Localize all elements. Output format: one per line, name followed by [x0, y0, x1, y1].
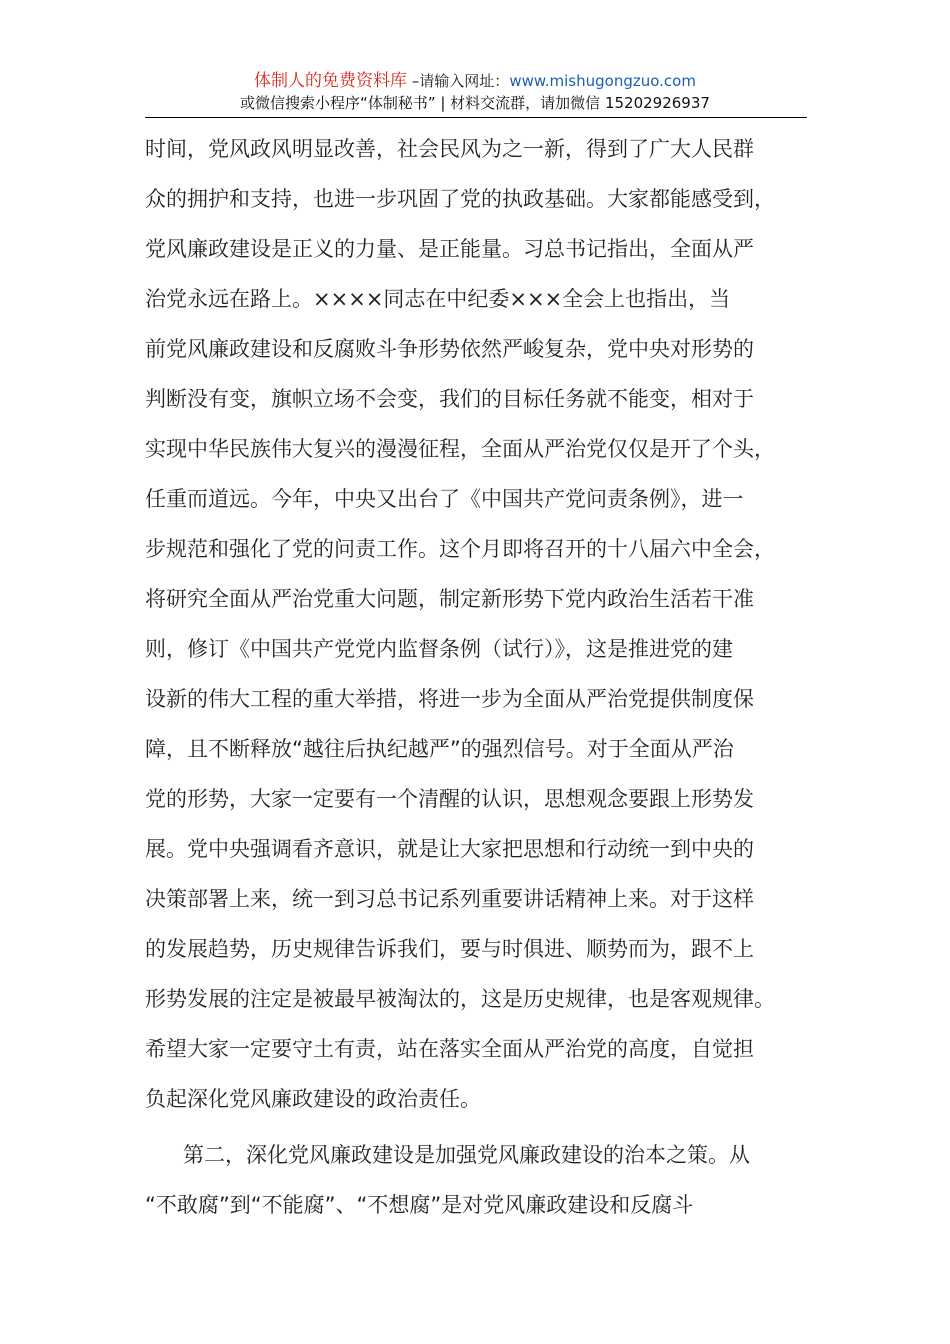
paragraph-2: [145, 1130, 807, 1230]
text-line: 将研究全面从严治党重大问题，制定新形势下党内政治生活若干准: [145, 587, 754, 611]
header-line-1: [145, 70, 805, 92]
text-line: 的发展趋势，历史规律告诉我们，要与时俱进、顺势而为，跟不上: [145, 937, 754, 961]
page-header: [145, 70, 805, 114]
paragraph-1: [145, 124, 807, 1124]
text-line: 治党永远在路上。××××同志在中纪委×××全会上也指出，当: [145, 287, 731, 311]
text-line: 展。党中央强调看齐意识，就是让大家把思想和行动统一到中央的: [145, 837, 754, 861]
text-line: 决策部署上来，统一到习总书记系列重要讲话精神上来。对于这样: [145, 887, 754, 911]
text-line: 判断没有变，旗帜立场不会变，我们的目标任务就不能变，相对于: [145, 387, 754, 411]
text-line: 前党风廉政建设和反腐败斗争形势依然严峻复杂，党中央对形势的: [145, 337, 754, 361]
header-divider: [145, 117, 807, 118]
text-line: 党风廉政建设是正义的力量、是正能量。习总书记指出，全面从严: [145, 237, 754, 261]
text-line: 实现中华民族伟大复兴的漫漫征程，全面从严治党仅仅是开了个头，: [145, 437, 775, 461]
text-line: “不敢腐”到“不能腐”、“不想腐”是对党风廉政建设和反腐斗: [145, 1193, 694, 1217]
url-prompt: –请输入网址：: [407, 72, 510, 90]
site-name: 体制人的免费资料库: [254, 71, 408, 91]
text-line: 步规范和强化了党的问责工作。这个月即将召开的十八届六中全会，: [145, 537, 775, 561]
text-line: 希望大家一定要守土有责，站在落实全面从严治党的高度，自觉担: [145, 1037, 754, 1061]
header-line-2: 或微信搜索小程序“体制秘书” | 材料交流群，请加微信 15202926937: [240, 94, 710, 112]
document-body: [145, 124, 807, 1230]
text-line: 设新的伟大工程的重大举措，将进一步为全面从严治党提供制度保: [145, 687, 754, 711]
text-line: 时间，党风政风明显改善，社会民风为之一新，得到了广大人民群: [145, 137, 754, 161]
text-line: 负起深化党风廉政建设的政治责任。: [145, 1087, 481, 1111]
text-line: 障，且不断释放“越往后执纪越严”的强烈信号。对于全面从严治: [145, 737, 734, 761]
text-line: 众的拥护和支持，也进一步巩固了党的执政基础。大家都能感受到，: [145, 187, 775, 211]
text-line: 第二，深化党风廉政建设是加强党风廉政建设的治本之策。从: [183, 1143, 750, 1167]
text-line: 形势发展的注定是被最早被淘汰的，这是历史规律，也是客观规律。: [145, 987, 775, 1011]
text-line: 则，修订《中国共产党党内监督条例（试行）》，这是推进党的建: [145, 637, 733, 661]
text-line: 党的形势，大家一定要有一个清醒的认识，思想观念要跟上形势发: [145, 787, 754, 811]
text-line: 任重而道远。今年，中央又出台了《中国共产党问责条例》，进一: [145, 487, 744, 511]
site-url-link[interactable]: www.mishugongzuo.com: [509, 72, 696, 90]
